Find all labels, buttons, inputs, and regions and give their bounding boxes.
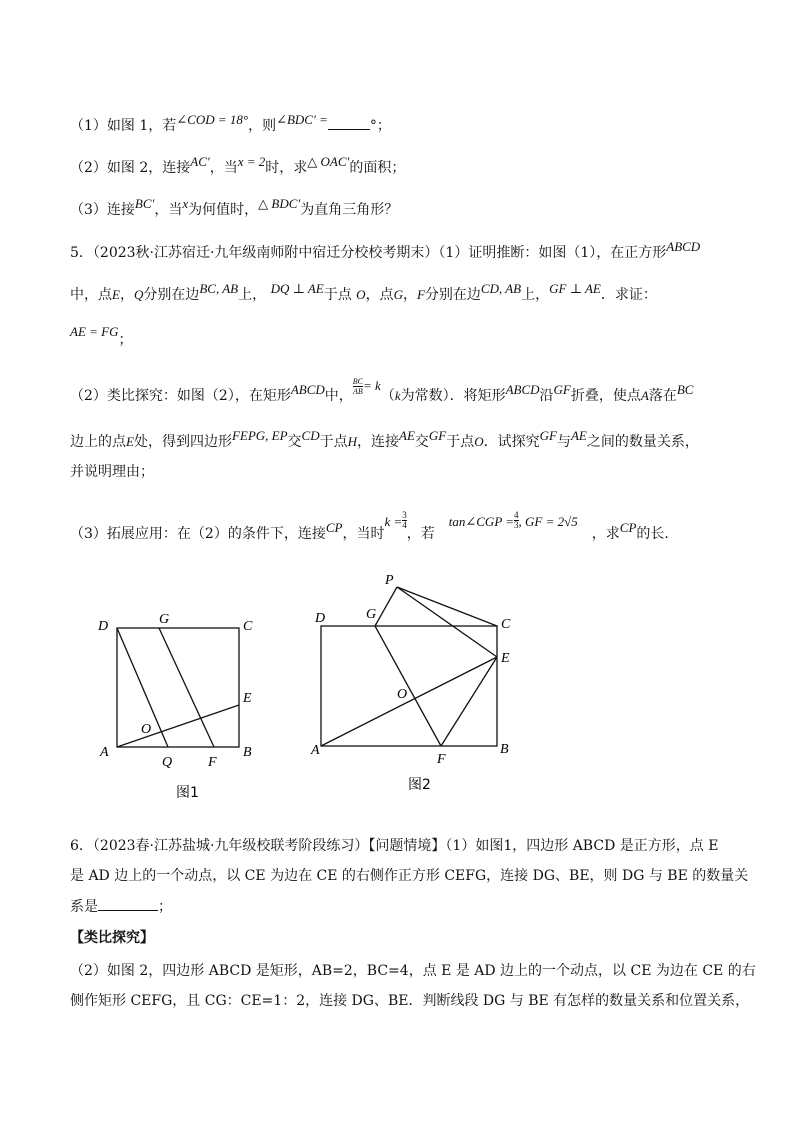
answer-blank-2 (98, 896, 158, 911)
q4-part1: （1）如图 1，若∠COD = 18°，则∠BDC′ = °； (70, 112, 391, 134)
fig1-label-f: F (208, 755, 217, 770)
fig1-label-o: O (141, 722, 152, 737)
segment-ae (321, 657, 497, 746)
q5-line2: 中，点E，Q分别在边BC, AB上， DQ ⊥ AE于点 O，点G，F分别在边CD, AB上，GF ⊥ AE．求证： (70, 281, 657, 303)
q4-part3: （3）连接BC′，当x为何值时，△ BDC′为直角三角形？ (70, 196, 399, 218)
segment-pe (397, 587, 497, 657)
segment-gf (375, 626, 441, 746)
fig2-label-g: G (366, 607, 377, 622)
q6-line1: 6．（2023春·江苏盐城·九年级校联考阶段练习）【问题情境】（1）如图1，四边形 ABCD 是正方形，点 E (70, 838, 719, 854)
q6-line2: 是 AD 边上的一个动点，以 CE 为边在 CE 的右侧作正方形 CEFG，连接 DG、BE，则 DG 与 BE 的数量关 (70, 868, 749, 884)
q5-line6: 并说明理由； (70, 464, 154, 480)
q4-part2: （2）如图 2，连接AC′，当x = 2时，求△ OAC′的面积； (70, 154, 406, 176)
q5-part3: （3）拓展应用：在（2）的条件下，连接CP，当时k = $\frac{3}{4}$ ，若tan∠CGP = $\frac{4}{3}$ , GF = 2√5，求CP的长． (70, 509, 679, 542)
fig2-label-c: C (501, 617, 511, 632)
q6-line5: （2）如图 2，四边形 ABCD 是矩形，AB=2，BC=4，点 E 是 AD 边上的一个动点，以 CE 为边在 CE 的右 (70, 963, 756, 979)
segment-pc (397, 587, 497, 626)
fig1-caption: 图1 (176, 785, 199, 801)
q5-header: 5．（2023秋·江苏宿迁·九年级南师附中宿迁分校校考期末）（1）证明推断：如图（1），在正方形ABCD (70, 239, 701, 261)
fig1-label-b: B (243, 745, 252, 760)
fraction-3-4: $\frac{3}{4}$ (402, 509, 407, 530)
q5-line3: AE = FG； (70, 324, 133, 348)
q6-section-title: 【类比探究】 (70, 930, 154, 946)
q5-part2: （2）类比探究：如图（2），在矩形ABCD中， $\frac{BC}{AB}$ = k（k为常数）．将矩形ABCD沿GF折叠，使点A落在BC (70, 376, 694, 404)
rectangle-abcd (321, 626, 497, 746)
fig1-label-g: G (159, 612, 170, 627)
fig2-label-p: P (385, 573, 394, 588)
fraction-bc-ab: $\frac{BC}{AB}$ (352, 376, 364, 396)
fig2-label-a: A (311, 743, 320, 758)
fig1-label-d: D (98, 619, 109, 634)
fig1-label-q: Q (162, 755, 173, 770)
fig2-label-e: E (501, 651, 510, 666)
fig2-label-b: B (500, 742, 509, 757)
q6-line3: 系是 ； (70, 896, 172, 917)
angle-bdc: ∠BDC′ = (276, 112, 328, 127)
q6-line6: 侧作矩形 CEFG，且 CG：CE=1：2，连接 DG、BE．判断线段 DG 与 BE 有怎样的数量关系和位置关系， (70, 993, 750, 1009)
fig1-label-e: E (243, 691, 252, 706)
angle-cod: ∠COD = 18° (176, 112, 249, 127)
fraction-4-3: $\frac{4}{3}$ (514, 509, 519, 530)
fig2-caption: 图2 (408, 777, 431, 793)
fig1-label-c: C (243, 619, 253, 634)
fig1-label-a: A (100, 745, 109, 760)
q5-line5: 边上的点E处，得到四边形FEPG, EP交CD于点H，连接AE交GF于点O．试探究GF与AE之间的数量关系， (70, 428, 699, 450)
fig2-label-f: F (437, 752, 446, 767)
segment-gp (375, 587, 397, 626)
fig2-label-o: O (397, 687, 408, 702)
fig2-label-d: D (315, 611, 326, 626)
segment-fe (441, 657, 497, 746)
